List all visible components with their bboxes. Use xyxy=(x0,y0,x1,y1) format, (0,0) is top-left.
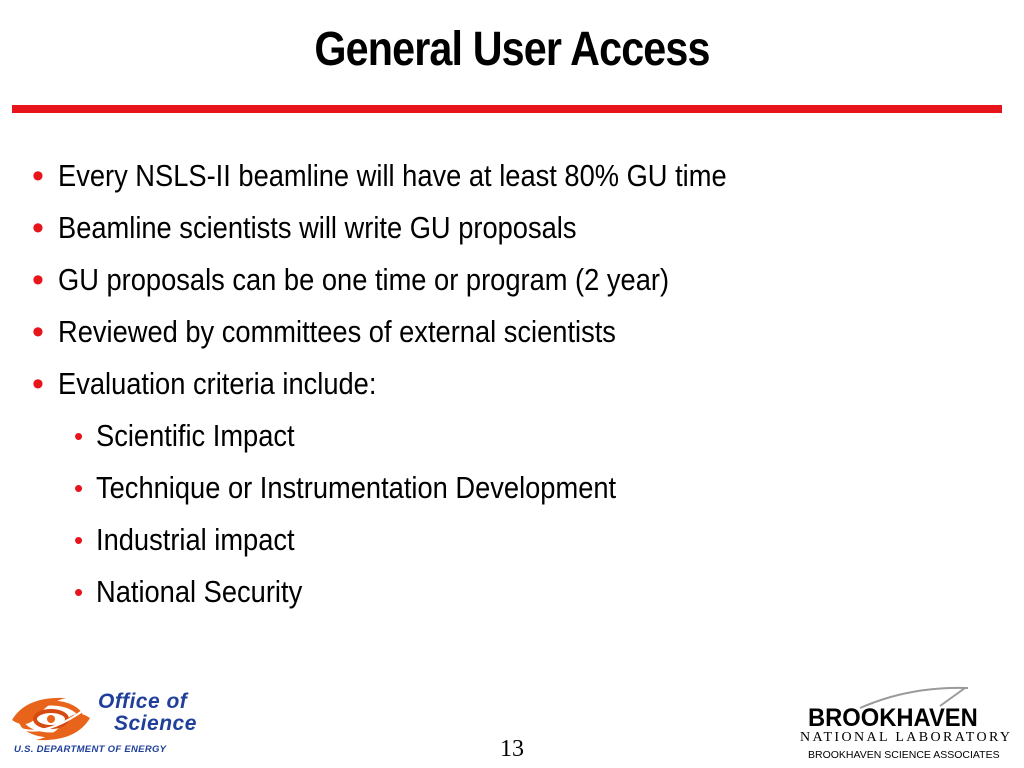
bullet-icon: • xyxy=(32,209,44,247)
page-number: 13 xyxy=(500,736,524,762)
bullet-list xyxy=(28,150,988,618)
list-item xyxy=(28,358,988,410)
bullet-text: Reviewed by committees of external scientists xyxy=(58,314,616,349)
sub-bullet-icon: • xyxy=(74,421,84,451)
sub-list-item xyxy=(28,462,988,514)
brookhaven-logo xyxy=(800,684,1020,766)
bnl-name-label: BROOKHAVEN xyxy=(808,704,978,732)
bullet-icon: • xyxy=(32,365,44,403)
doe-office-of-label: Office of xyxy=(98,690,188,713)
list-item xyxy=(28,254,988,306)
list-item xyxy=(28,202,988,254)
bullet-icon: • xyxy=(32,157,44,195)
sub-bullet-text: Industrial impact xyxy=(96,522,295,557)
bullet-text: Beamline scientists will write GU proposals xyxy=(58,210,577,245)
sub-list-item xyxy=(28,566,988,618)
sub-bullet-icon: • xyxy=(74,577,84,607)
bnl-sub-label: NATIONAL LABORATORY xyxy=(800,730,1013,745)
list-item xyxy=(28,150,988,202)
bullet-icon: • xyxy=(32,261,44,299)
doe-science-label: Science xyxy=(114,712,197,735)
sub-list-item xyxy=(28,410,988,462)
sub-bullet-text: Technique or Instrumentation Development xyxy=(96,470,617,505)
sub-list-item xyxy=(28,514,988,566)
sub-bullet-text: National Security xyxy=(96,574,303,609)
bullet-icon: • xyxy=(32,313,44,351)
page-title: General User Access xyxy=(314,23,710,76)
list-item xyxy=(28,306,988,358)
title-divider xyxy=(12,105,1002,113)
sub-bullet-text: Scientific Impact xyxy=(96,418,295,453)
bullet-text: Evaluation criteria include: xyxy=(58,366,377,401)
bullet-text: GU proposals can be one time or program (2 year) xyxy=(58,262,670,297)
bullet-text: Every NSLS-II beamline will have at least 80% GU time xyxy=(58,158,727,193)
sub-bullet-icon: • xyxy=(74,525,84,555)
doe-department-label: U.S. DEPARTMENT OF ENERGY xyxy=(14,744,167,755)
sub-bullet-icon: • xyxy=(74,473,84,503)
bnl-associates-label: BROOKHAVEN SCIENCE ASSOCIATES xyxy=(808,749,1000,761)
